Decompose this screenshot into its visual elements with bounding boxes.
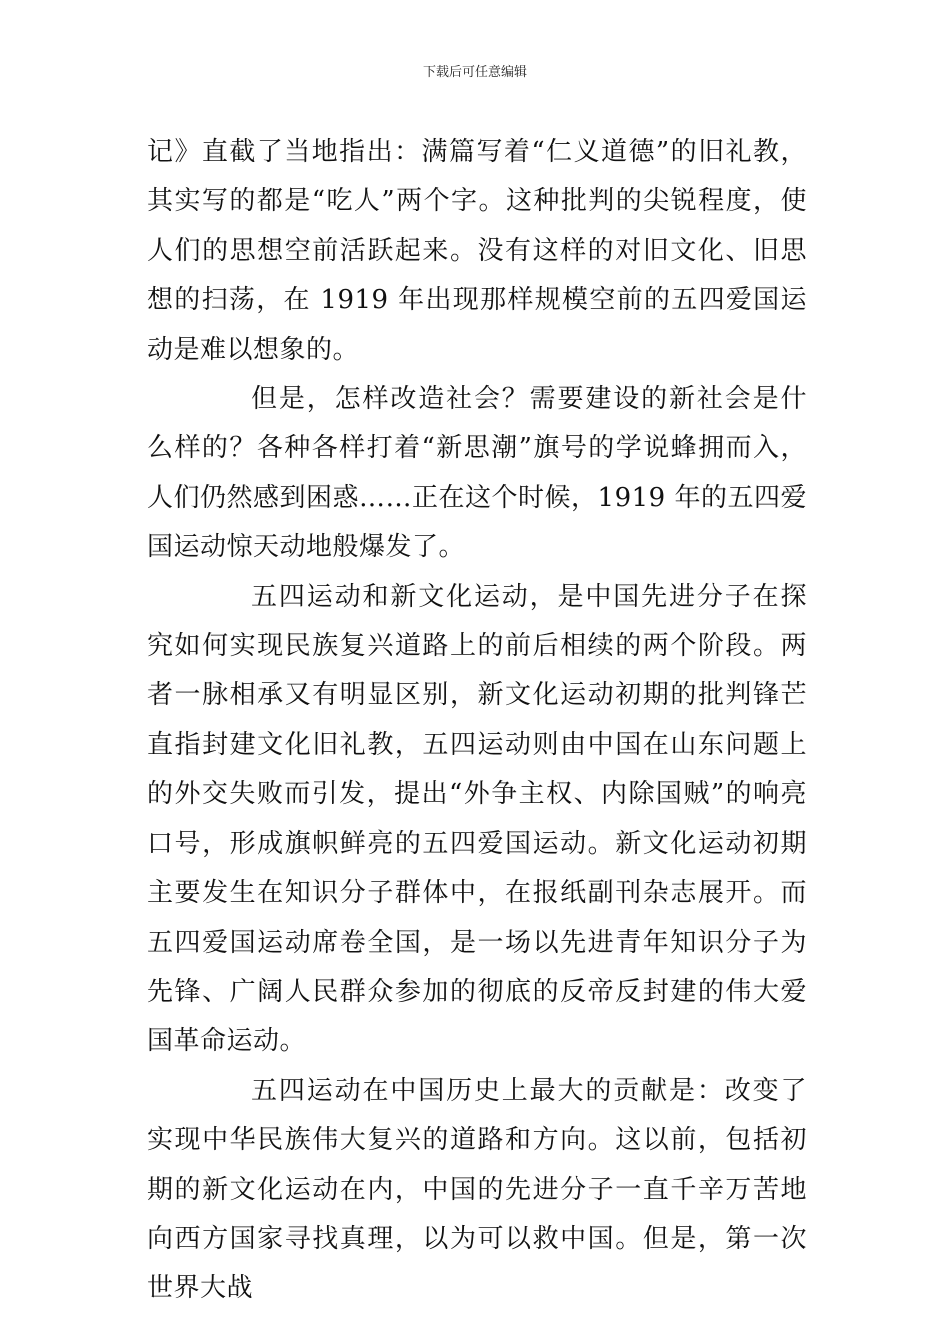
paragraph-1: 记》直截了当地指出：满篇写着“仁义道德”的旧礼教，其实写的都是“吃人”两个字。这种批判的尖锐程度，使人们的思想空前活跃起来。没有这样的对旧文化、旧思想的扫荡，在 1919 年出现那样规模空前的五四爱国运动是难以想象的。	[147, 137, 807, 365]
page-header-note: 下载后可任意编辑	[422, 65, 527, 80]
paragraph-3: 五四运动和新文化运动，是中国先进分子在探究如何实现民族复兴道路上的前后相续的两个阶段。两者一脉相承又有明显区别，新文化运动初期的批判锋芒直指封建文化旧礼教，五四运动则由中国在山东问题上的外交失败而引发，提出“外争主权、内除国贼”的响亮口号，形成旗帜鲜亮的五四爱国运动。新文化运动初期主要发生在知识分子群体中，在报纸副刊杂志展开。而五四爱国运动席卷全国，是一场以先进青年知识分子为先锋、广阔人民群众参加的彻底的反帝反封建的伟大爱国革命运动。	[147, 581, 807, 1057]
document-body	[147, 128, 807, 1314]
paragraph-4: 五四运动在中国历史上最大的贡献是：改变了实现中华民族伟大复兴的道路和方向。这以前，包括初期的新文化运动在内，中国的先进分子一直千辛万苦地向西方国家寻找真理，以为可以救中国。但是，第一次世界大战	[147, 1075, 807, 1304]
paragraph-2: 但是，怎样改造社会？需要建设的新社会是什么样的？各种各样打着“新思潮”旗号的学说蜂拥而入，人们仍然感到困惑……正在这个时候，1919 年的五四爱国运动惊天动地般爆发了。	[147, 384, 807, 563]
